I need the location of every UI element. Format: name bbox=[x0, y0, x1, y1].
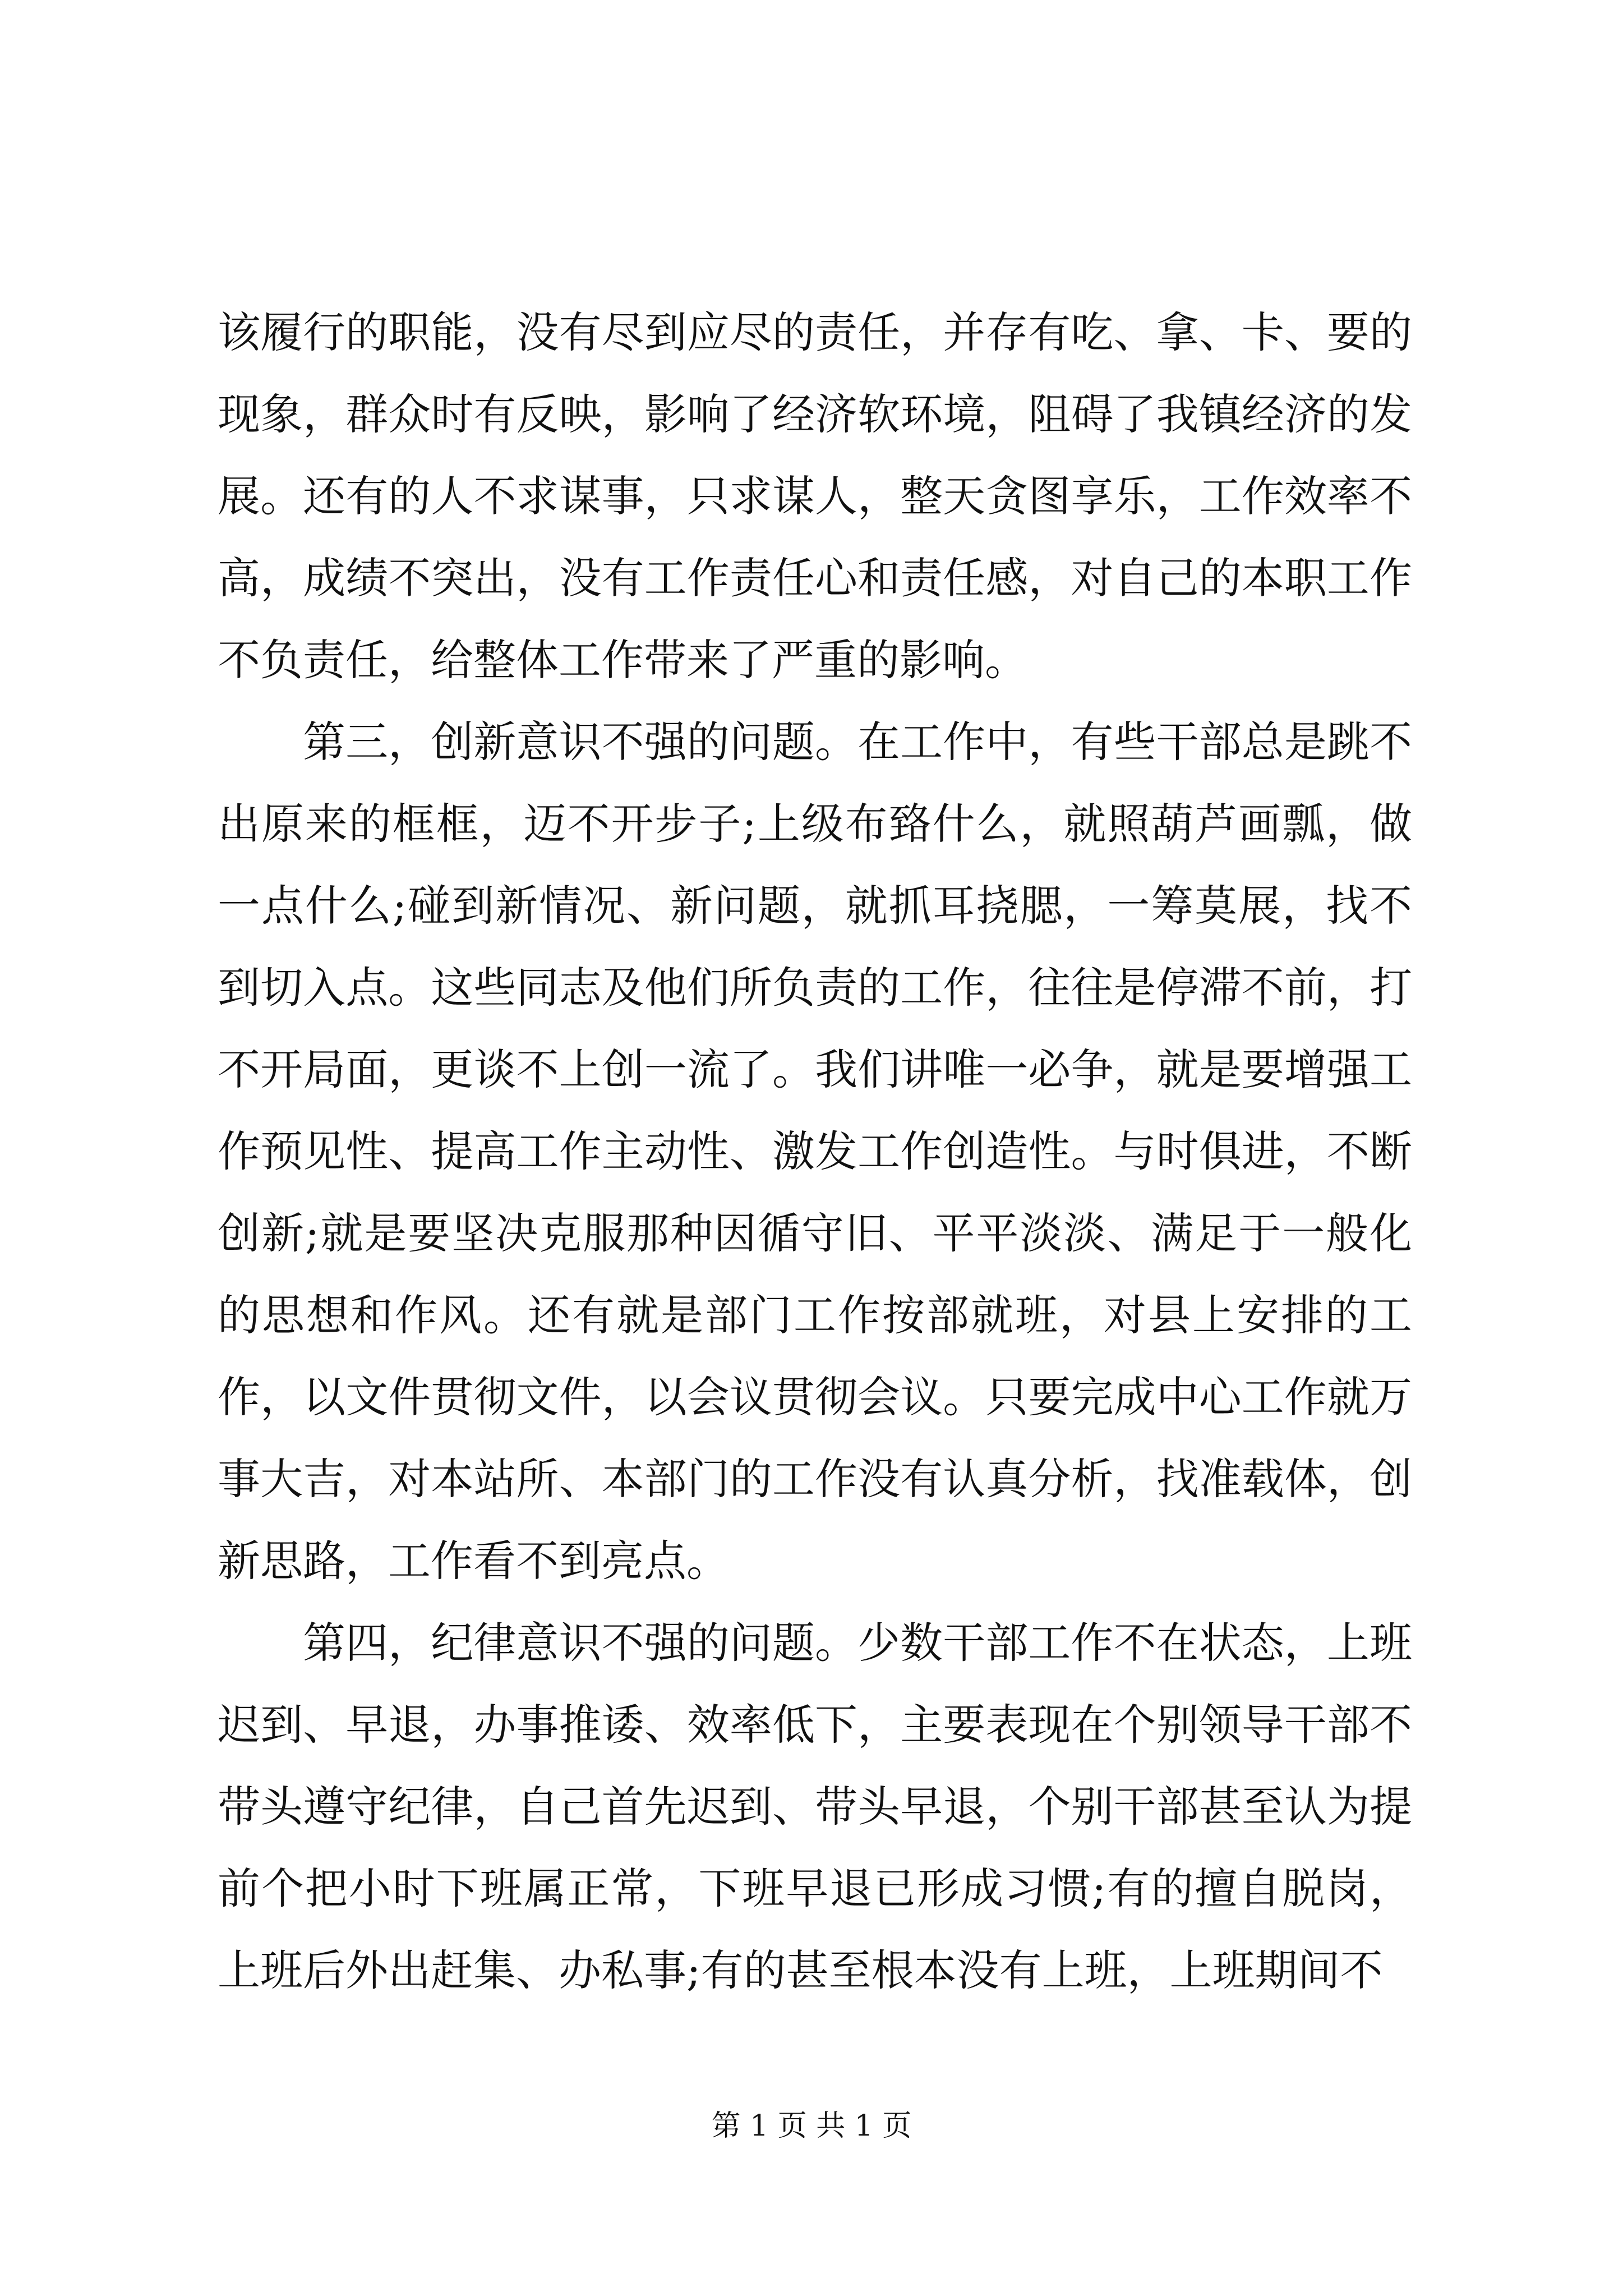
page-footer: 第 1 页 共 1 页 bbox=[711, 2109, 912, 2143]
paragraph-2: 第三，创新意识不强的问题。在工作中，有些干部总是跳不出原来的框框，迈不开步子;上级布臵什么，就照葫芦画瓢，做一点什么;碰到新情况、新问题，就抓耳挠腮，一筹莫展，找不到切入点。这些同志及他们所负责的工作，往往是停滞不前，打不开局面，更谈不上创一流了。我们讲唯一必争，就是要增强工作预见性、提高工作主动性、激发工作创造性。与时俱进，不断创新;就是要坚决克服那种因循守旧、平平淡淡、满足于一般化的思想和作风。还有就是部门工作按部就班，对县上安排的工作，以文件贯彻文件，以会议贯彻会议。只要完成中心工作就万事大吉，对本站所、本部门的工作没有认真分析，找准载体，创新思路，工作看不到亮点。 bbox=[218, 717, 1412, 1586]
document-body bbox=[218, 292, 1412, 2012]
paragraph-1: 该履行的职能，没有尽到应尽的责任，并存有吃、拿、卡、要的现象，群众时有反映，影响了经济软环境，阻碍了我镇经济的发展。还有的人不求谋事，只求谋人，整天贪图享乐，工作效率不高，成绩不突出，没有工作责任心和责任感，对自己的本职工作不负责任，给整体工作带来了严重的影响。 bbox=[218, 307, 1412, 685]
paragraph-3: 第四，纪律意识不强的问题。少数干部工作不在状态，上班迟到、早退，办事推诿、效率低下，主要表现在个别领导干部不带头遵守纪律，自己首先迟到、带头早退，个别干部甚至认为提前个把小时下班属正常，下班早退已形成习惯;有的擅自脱岗，上班后外出赶集、办私事;有的甚至根本没有上班，上班期间不 bbox=[218, 1618, 1412, 1995]
